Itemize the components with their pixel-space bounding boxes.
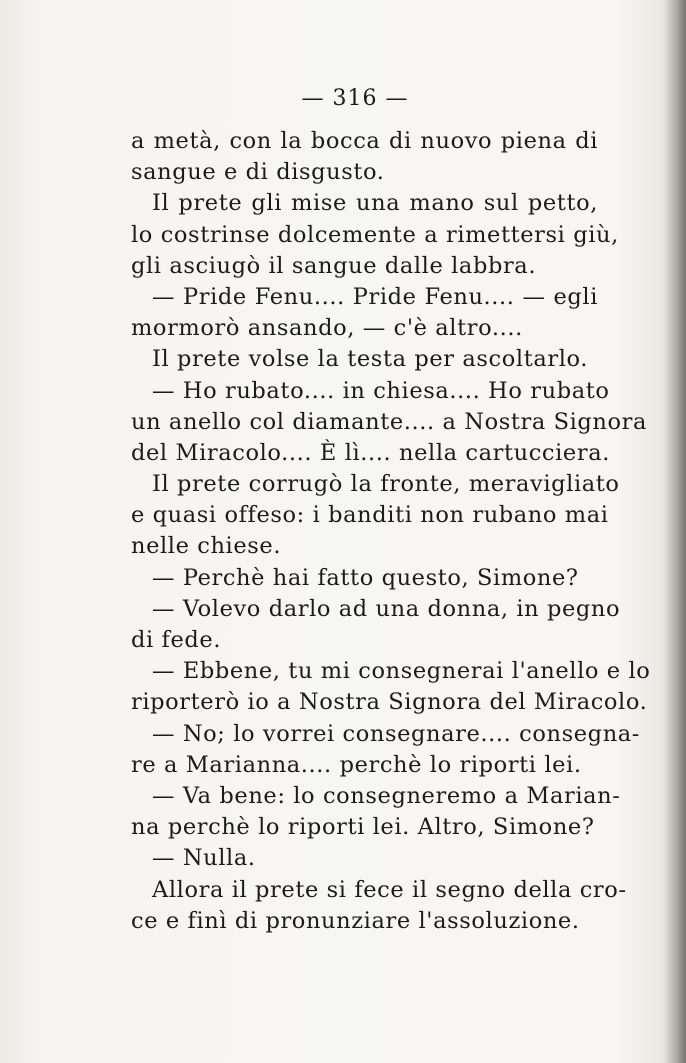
text-line: nelle chiese. [131,533,282,560]
text-line: na perchè lo riporti lei. Altro, Simone? [131,814,595,841]
text-line: sangue e di disgusto. [131,159,385,186]
text-line: Il prete gli mise una mano sul petto, [152,190,598,217]
text-line: mormorò ansando, — c'è altro.... [131,315,523,342]
text-line: — Va bene: lo consegneremo a Marian- [152,782,621,809]
text-line: Allora il prete si fece il segno della cro- [152,876,627,903]
text-line: re a Marianna.... perchè lo riporti lei. [131,751,582,778]
page-edge-shadow [662,0,686,1063]
text-line: — Volevo darlo ad una donna, in pegno [152,595,621,622]
text-line: ce e finì di pronunziare l'assoluzione. [131,907,580,934]
text-line: — Ebbene, tu mi consegnerai l'anello e lo [152,658,651,685]
text-line: del Miracolo.... È lì.... nella cartucciera. [131,439,610,466]
text-line: lo costrinse dolcemente a rimettersi giù, [131,221,619,248]
page-number: — 316 — [301,86,409,111]
text-line: — Ho rubato.... in chiesa.... Ho rubato [152,377,610,404]
text-line: a metà, con la bocca di nuovo piena di [131,128,598,154]
text-line: — No; lo vorrei consegnare.... consegna- [152,720,640,747]
text-line: gli asciugò il sangue dalle labbra. [131,252,537,279]
text-line: di fede. [131,627,222,653]
text-line: — Perchè hai fatto questo, Simone? [152,564,579,591]
body-text [131,126,651,937]
text-line: e quasi offeso: i banditi non rubano mai [131,502,609,529]
text-line: Il prete corrugò la fronte, meravigliato [152,471,620,498]
text-line: — Nulla. [152,845,256,872]
text-line: Il prete volse la testa per ascoltarlo. [152,346,589,373]
text-line: — Pride Fenu.... Pride Fenu.... — egli [152,283,598,310]
text-line: un anello col diamante.... a Nostra Signora [131,408,648,435]
text-line: riporterò io a Nostra Signora del Miracolo. [131,689,648,716]
